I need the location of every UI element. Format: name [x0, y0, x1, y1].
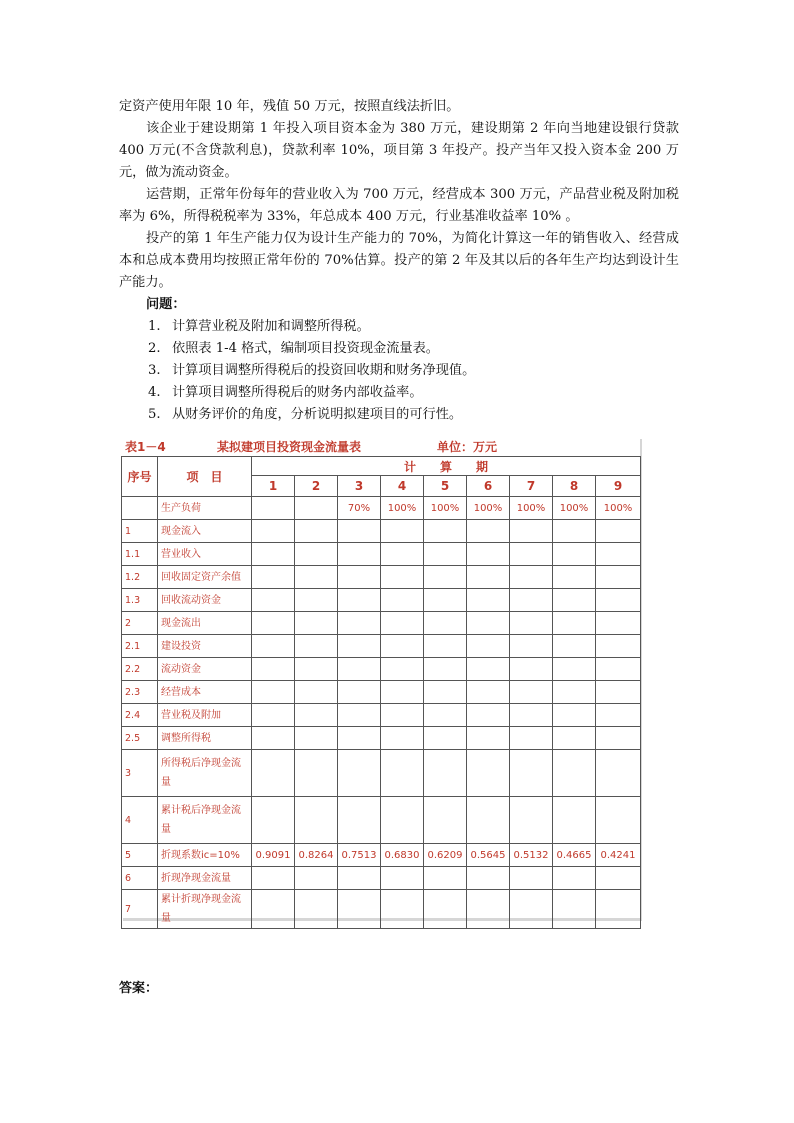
table-cell — [295, 704, 338, 727]
row-seq: 5 — [122, 844, 158, 867]
row-seq: 1.3 — [122, 589, 158, 612]
question-number: 4. — [148, 385, 161, 400]
table-row — [122, 543, 641, 566]
table-cell — [295, 658, 338, 681]
table-cell — [553, 635, 596, 658]
table-cell — [252, 704, 295, 727]
question-text: 计算项目调整所得税后的财务内部收益率。 — [172, 385, 423, 400]
table-cell — [381, 520, 424, 543]
table-cell — [338, 520, 381, 543]
table-cell — [338, 890, 381, 929]
table-row — [122, 497, 641, 520]
table-cell — [424, 890, 467, 929]
table-cell: 100% — [467, 497, 510, 520]
table-cell — [467, 704, 510, 727]
table-row — [122, 681, 641, 704]
problem-text — [119, 96, 679, 426]
table-cell — [381, 612, 424, 635]
header-item: 项 目 — [158, 457, 252, 497]
table-cell — [424, 589, 467, 612]
table-cell — [424, 566, 467, 589]
table-cell — [381, 566, 424, 589]
table-cell — [510, 520, 553, 543]
table-row — [122, 520, 641, 543]
table-row — [122, 658, 641, 681]
question-text: 从财务评价的角度，分析说明拟建项目的可行性。 — [172, 407, 463, 422]
table-cell — [553, 727, 596, 750]
table-cell — [295, 520, 338, 543]
table-cell — [252, 727, 295, 750]
table-cell — [510, 681, 553, 704]
table-cell — [510, 635, 553, 658]
row-seq: 2 — [122, 612, 158, 635]
cash-flow-table-figure — [121, 436, 640, 924]
table-cell — [338, 589, 381, 612]
table-cell — [424, 612, 467, 635]
table-cell — [424, 635, 467, 658]
table-cell — [381, 727, 424, 750]
paragraph-2: 该企业于建设期第 1 年投入项目资本金为 380 万元，建设期第 2 年向当地建设银行贷款 400 万元(不含贷款利息)，贷款利率 10%，项目第 3 年投产。投产当年又投入资本金 200 万元，做为流动资金。 — [119, 121, 679, 180]
table-row — [122, 635, 641, 658]
table-cell — [252, 589, 295, 612]
table-cell — [467, 612, 510, 635]
table-cell — [381, 867, 424, 890]
table-cell: 100% — [553, 497, 596, 520]
question-number: 3. — [148, 363, 161, 378]
table-cell — [381, 704, 424, 727]
table-cell — [381, 635, 424, 658]
table-row — [122, 867, 641, 890]
table-cell — [596, 704, 641, 727]
header-year: 6 — [467, 476, 510, 497]
table-row — [122, 589, 641, 612]
table-cell — [596, 635, 641, 658]
table-cell: 0.9091 — [252, 844, 295, 867]
table-cell: 0.6209 — [424, 844, 467, 867]
question-item — [119, 338, 679, 360]
row-item: 营业收入 — [158, 543, 252, 566]
table-cell — [510, 727, 553, 750]
table-cell — [553, 681, 596, 704]
table-cell — [381, 658, 424, 681]
table-row — [122, 844, 641, 867]
table-cell — [553, 867, 596, 890]
row-item: 调整所得税 — [158, 727, 252, 750]
table-cell — [596, 727, 641, 750]
table-cell — [510, 589, 553, 612]
table-cell — [553, 612, 596, 635]
row-seq: 2.5 — [122, 727, 158, 750]
table-cell — [596, 612, 641, 635]
table-cell — [467, 658, 510, 681]
row-seq: 7 — [122, 890, 158, 929]
table-cell: 100% — [381, 497, 424, 520]
table-cell: 100% — [424, 497, 467, 520]
table-cell: 0.6830 — [381, 844, 424, 867]
table-cell — [252, 543, 295, 566]
table-cell — [510, 543, 553, 566]
table-cell — [295, 867, 338, 890]
table-cell — [295, 497, 338, 520]
table-cell — [596, 797, 641, 844]
table-cell — [252, 612, 295, 635]
row-item: 回收流动资金 — [158, 589, 252, 612]
table-cell — [295, 566, 338, 589]
table-cell — [252, 635, 295, 658]
header-seq: 序号 — [122, 457, 158, 497]
row-seq: 1 — [122, 520, 158, 543]
table-row — [122, 797, 641, 844]
table-caption — [121, 436, 640, 456]
table-cell — [467, 681, 510, 704]
table-cell: 0.5132 — [510, 844, 553, 867]
table-cell — [424, 658, 467, 681]
row-seq: 1.1 — [122, 543, 158, 566]
row-seq: 2.1 — [122, 635, 158, 658]
table-cell: 0.4665 — [553, 844, 596, 867]
table-cell — [338, 681, 381, 704]
table-cell — [596, 750, 641, 797]
table-cell — [553, 890, 596, 929]
table-cell — [510, 890, 553, 929]
table-cell — [510, 797, 553, 844]
question-item — [119, 382, 679, 404]
header-year: 7 — [510, 476, 553, 497]
row-seq: 2.4 — [122, 704, 158, 727]
table-row — [122, 566, 641, 589]
row-item: 现金流出 — [158, 612, 252, 635]
table-cell — [424, 681, 467, 704]
table-cell: 0.8264 — [295, 844, 338, 867]
question-text: 计算营业税及附加和调整所得税。 — [172, 319, 370, 334]
row-item: 累计税后净现金流量 — [158, 797, 252, 844]
table-cell — [467, 566, 510, 589]
header-year: 1 — [252, 476, 295, 497]
table-cell — [596, 520, 641, 543]
table-cell — [596, 566, 641, 589]
table-cell — [553, 750, 596, 797]
table-cell — [510, 704, 553, 727]
table-cell — [381, 797, 424, 844]
table-cell — [381, 589, 424, 612]
header-year: 5 — [424, 476, 467, 497]
row-item: 生产负荷 — [158, 497, 252, 520]
table-cell — [295, 589, 338, 612]
table-cell — [424, 543, 467, 566]
header-period: 计 算 期 — [252, 457, 641, 476]
row-item: 现金流入 — [158, 520, 252, 543]
table-title: 某拟建项目投资现金流量表 — [217, 440, 362, 454]
table-cell — [553, 658, 596, 681]
table-cell — [424, 727, 467, 750]
table-cell — [553, 704, 596, 727]
row-item: 流动资金 — [158, 658, 252, 681]
table-cell — [553, 520, 596, 543]
table-cell — [510, 867, 553, 890]
table-cell — [596, 867, 641, 890]
question-item — [119, 316, 679, 338]
table-cell — [338, 867, 381, 890]
table-cell — [338, 543, 381, 566]
answer-label: 答案： — [119, 981, 159, 996]
table-cell — [295, 750, 338, 797]
table-cell — [338, 658, 381, 681]
table-cell — [252, 520, 295, 543]
paragraph-4: 投产的第 1 年生产能力仅为设计生产能力的 70%，为简化计算这一年的销售收入、经营成本和总成本费用均按照正常年份的 70%估算。投产的第 2 年及其以后的各年生产均达到设计生产能力。 — [119, 231, 679, 290]
header-year: 2 — [295, 476, 338, 497]
row-item: 经营成本 — [158, 681, 252, 704]
table-cell — [381, 890, 424, 929]
header-year: 8 — [553, 476, 596, 497]
paragraph-1: 定资产使用年限 10 年，残值 50 万元，按照直线法折旧。 — [119, 99, 460, 114]
table-cell — [295, 681, 338, 704]
table-cell — [295, 612, 338, 635]
table-cell — [596, 589, 641, 612]
row-seq — [122, 497, 158, 520]
table-cell — [338, 704, 381, 727]
row-item: 累计折现净现金流量 — [158, 890, 252, 929]
table-cell — [252, 566, 295, 589]
table-cell — [510, 658, 553, 681]
header-year: 3 — [338, 476, 381, 497]
question-text: 依照表 1-4 格式，编制项目投资现金流量表。 — [172, 341, 439, 356]
table-cell — [338, 797, 381, 844]
header-year: 4 — [381, 476, 424, 497]
table-cell — [596, 543, 641, 566]
table-cell — [510, 566, 553, 589]
table-cell — [510, 750, 553, 797]
table-cell — [553, 543, 596, 566]
row-seq: 1.2 — [122, 566, 158, 589]
row-item: 建设投资 — [158, 635, 252, 658]
table-cell — [424, 797, 467, 844]
table-cell — [467, 890, 510, 929]
row-seq: 4 — [122, 797, 158, 844]
table-cell — [467, 867, 510, 890]
table-cell — [467, 520, 510, 543]
question-number: 5. — [148, 407, 161, 422]
table-cell: 0.7513 — [338, 844, 381, 867]
table-cell — [553, 566, 596, 589]
table-cell — [295, 797, 338, 844]
table-cell — [295, 635, 338, 658]
table-row — [122, 704, 641, 727]
table-cell — [338, 750, 381, 797]
table-cell — [252, 750, 295, 797]
row-seq: 3 — [122, 750, 158, 797]
table-cell: 100% — [596, 497, 641, 520]
cash-flow-table — [121, 456, 641, 929]
table-cell — [467, 797, 510, 844]
table-cell: 0.4241 — [596, 844, 641, 867]
table-cell — [338, 566, 381, 589]
table-cell — [596, 658, 641, 681]
table-cell — [252, 890, 295, 929]
table-cell — [381, 750, 424, 797]
header-year: 9 — [596, 476, 641, 497]
table-cell: 70% — [338, 497, 381, 520]
table-row — [122, 727, 641, 750]
table-cell — [295, 727, 338, 750]
question-item — [119, 360, 679, 382]
row-seq: 2.3 — [122, 681, 158, 704]
table-cell — [338, 727, 381, 750]
table-cell — [252, 797, 295, 844]
table-row — [122, 612, 641, 635]
table-cell — [295, 543, 338, 566]
question-list — [119, 316, 679, 426]
table-cell — [338, 612, 381, 635]
row-item: 折现净现金流量 — [158, 867, 252, 890]
table-cell — [510, 612, 553, 635]
table-cell — [596, 681, 641, 704]
table-unit: 单位：万元 — [437, 440, 498, 454]
question-number: 2. — [148, 341, 161, 356]
row-item: 折现系数ic=10% — [158, 844, 252, 867]
table-cell — [467, 635, 510, 658]
table-cell — [424, 520, 467, 543]
table-cell: 0.5645 — [467, 844, 510, 867]
questions-title: 问题： — [146, 297, 186, 312]
paragraph-3: 运营期，正常年份每年的营业收入为 700 万元，经营成本 300 万元，产品营业税及附加税率为 6%，所得税税率为 33%，年总成本 400 万元，行业基准收益率 10% 。 — [119, 187, 679, 224]
question-item — [119, 404, 679, 426]
row-seq: 2.2 — [122, 658, 158, 681]
table-cell — [381, 681, 424, 704]
table-cell — [381, 543, 424, 566]
row-item: 所得税后净现金流量 — [158, 750, 252, 797]
table-row — [122, 890, 641, 929]
table-cell — [252, 658, 295, 681]
table-label: 表1－4 — [125, 440, 166, 454]
table-cell — [424, 750, 467, 797]
table-cell — [424, 867, 467, 890]
table-cell — [424, 704, 467, 727]
table-cell — [553, 797, 596, 844]
table-cell — [553, 589, 596, 612]
table-cell — [295, 890, 338, 929]
table-cell — [252, 681, 295, 704]
question-number: 1. — [148, 319, 161, 334]
row-seq: 6 — [122, 867, 158, 890]
row-item: 营业税及附加 — [158, 704, 252, 727]
question-text: 计算项目调整所得税后的投资回收期和财务净现值。 — [172, 363, 476, 378]
table-cell — [252, 867, 295, 890]
table-cell — [252, 497, 295, 520]
table-cell — [338, 635, 381, 658]
table-cell: 100% — [510, 497, 553, 520]
table-cell — [596, 890, 641, 929]
table-cell — [467, 589, 510, 612]
table-cell — [467, 543, 510, 566]
table-cell — [467, 750, 510, 797]
table-cell — [467, 727, 510, 750]
table-row — [122, 750, 641, 797]
row-item: 回收固定资产余值 — [158, 566, 252, 589]
